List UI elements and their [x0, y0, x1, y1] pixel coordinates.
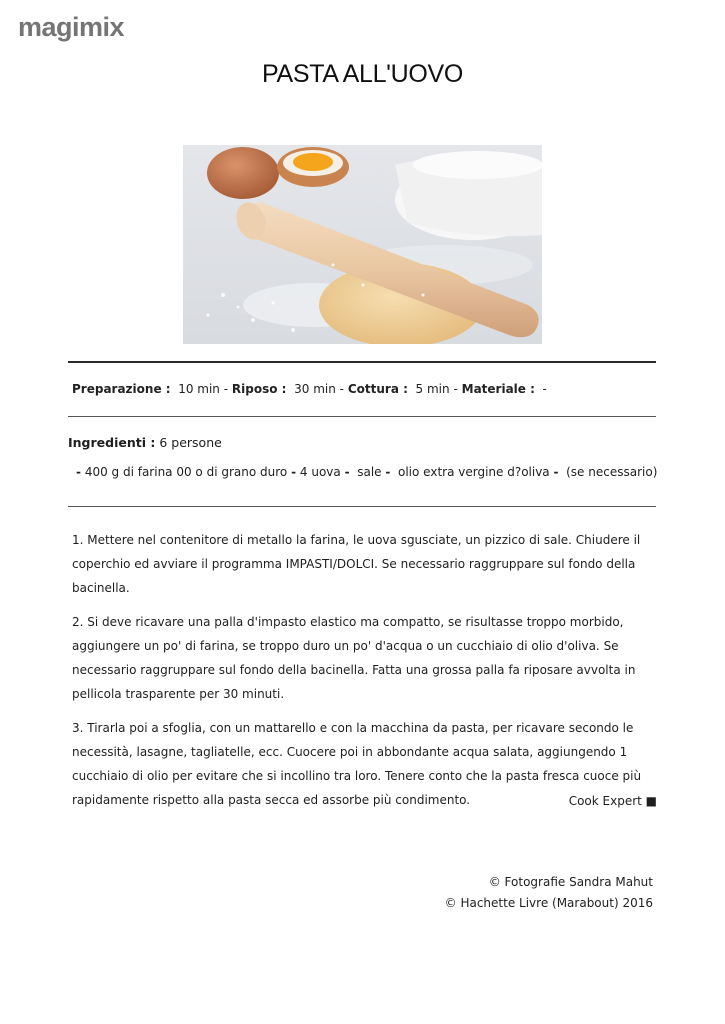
meta-label: Cottura : [347, 382, 408, 396]
brand-logo: magimix [18, 12, 125, 42]
meta-separator: - [339, 382, 345, 396]
bullet-dash: - [291, 465, 297, 479]
appliance-tag: Cook Expert ■ [568, 794, 657, 808]
meta-label: Preparazione : [72, 382, 171, 396]
ingredients-heading [68, 435, 222, 450]
meta-value: 10 min [178, 382, 220, 396]
divider [68, 506, 656, 507]
step-3: 3. Tirarla poi a sfoglia, con un mattarello e con la macchina da pasta, per ricavare secondo le necessità, lasagne, tagliatelle, ecc. Cuocere poi in abbondante acqua salata, aggiungendo 1 cucchiaio di olio per evitare che si incollino tra loro. Tenere conto che la pasta fresca cuoce più rapidamente rispetto alla pasta secca ed assorbe più condimento. [72, 721, 642, 807]
ingredients-label: Ingredienti : [68, 435, 156, 450]
bullet-dash: - [553, 465, 559, 479]
step-1: 1. Mettere nel contenitore di metallo la farina, le uova sgusciate, un pizzico di sale. Chiudere il coperchio ed avviare il programma IMPASTI/DOLCI. Se necessario raggruppare sul fondo della bacinella. [72, 533, 641, 595]
bullet-dash: - [344, 465, 350, 479]
meta-value: 5 min [415, 382, 450, 396]
meta-item-riposo [232, 382, 348, 396]
meta-item-preparazione [72, 382, 232, 396]
meta-value: 30 min [294, 382, 336, 396]
recipe-photo [183, 145, 542, 344]
ingredients-list [76, 465, 657, 479]
meta-separator: - [223, 382, 229, 396]
bullet-dash: - [76, 465, 81, 479]
page-title: PASTA ALL'UOVO [261, 60, 464, 88]
meta-label: Riposo : [231, 382, 287, 396]
meta-item-cottura [348, 382, 462, 396]
ingredient-item: (se necessario) [566, 465, 658, 479]
step-2: 2. Si deve ricavare una palla d'impasto elastico ma compatto, se risultasse troppo morbido, aggiungere un po' di farina, se troppo duro un po' d'acqua o un cucchiaio di olio d'oliva. Se necessario raggruppare sul fondo della bacinella. Fatta una grossa palla fa riposare avvolta in pellicola trasparente per 30 minuti. [72, 615, 636, 701]
recipe-meta [72, 382, 547, 396]
ingredient-item: 4 uova [299, 465, 341, 479]
meta-separator: - [453, 382, 458, 396]
servings: 6 persone [159, 435, 222, 450]
recipe-steps [72, 528, 660, 822]
meta-value: - [542, 382, 547, 396]
ingredient-item: 400 g di farina 00 o di grano duro [84, 465, 288, 479]
publisher-credit: © Hachette Livre (Marabout) 2016 [444, 896, 653, 910]
divider [68, 361, 656, 363]
ingredient-item: olio extra vergine d?oliva [398, 465, 550, 479]
photo-credit: © Fotografie Sandra Mahut [488, 875, 653, 889]
bullet-dash: - [385, 465, 391, 479]
meta-item-materiale [462, 382, 547, 396]
credits [445, 872, 653, 914]
ingredient-item: sale [357, 465, 382, 479]
divider [68, 416, 656, 417]
meta-label: Materiale : [461, 382, 535, 396]
